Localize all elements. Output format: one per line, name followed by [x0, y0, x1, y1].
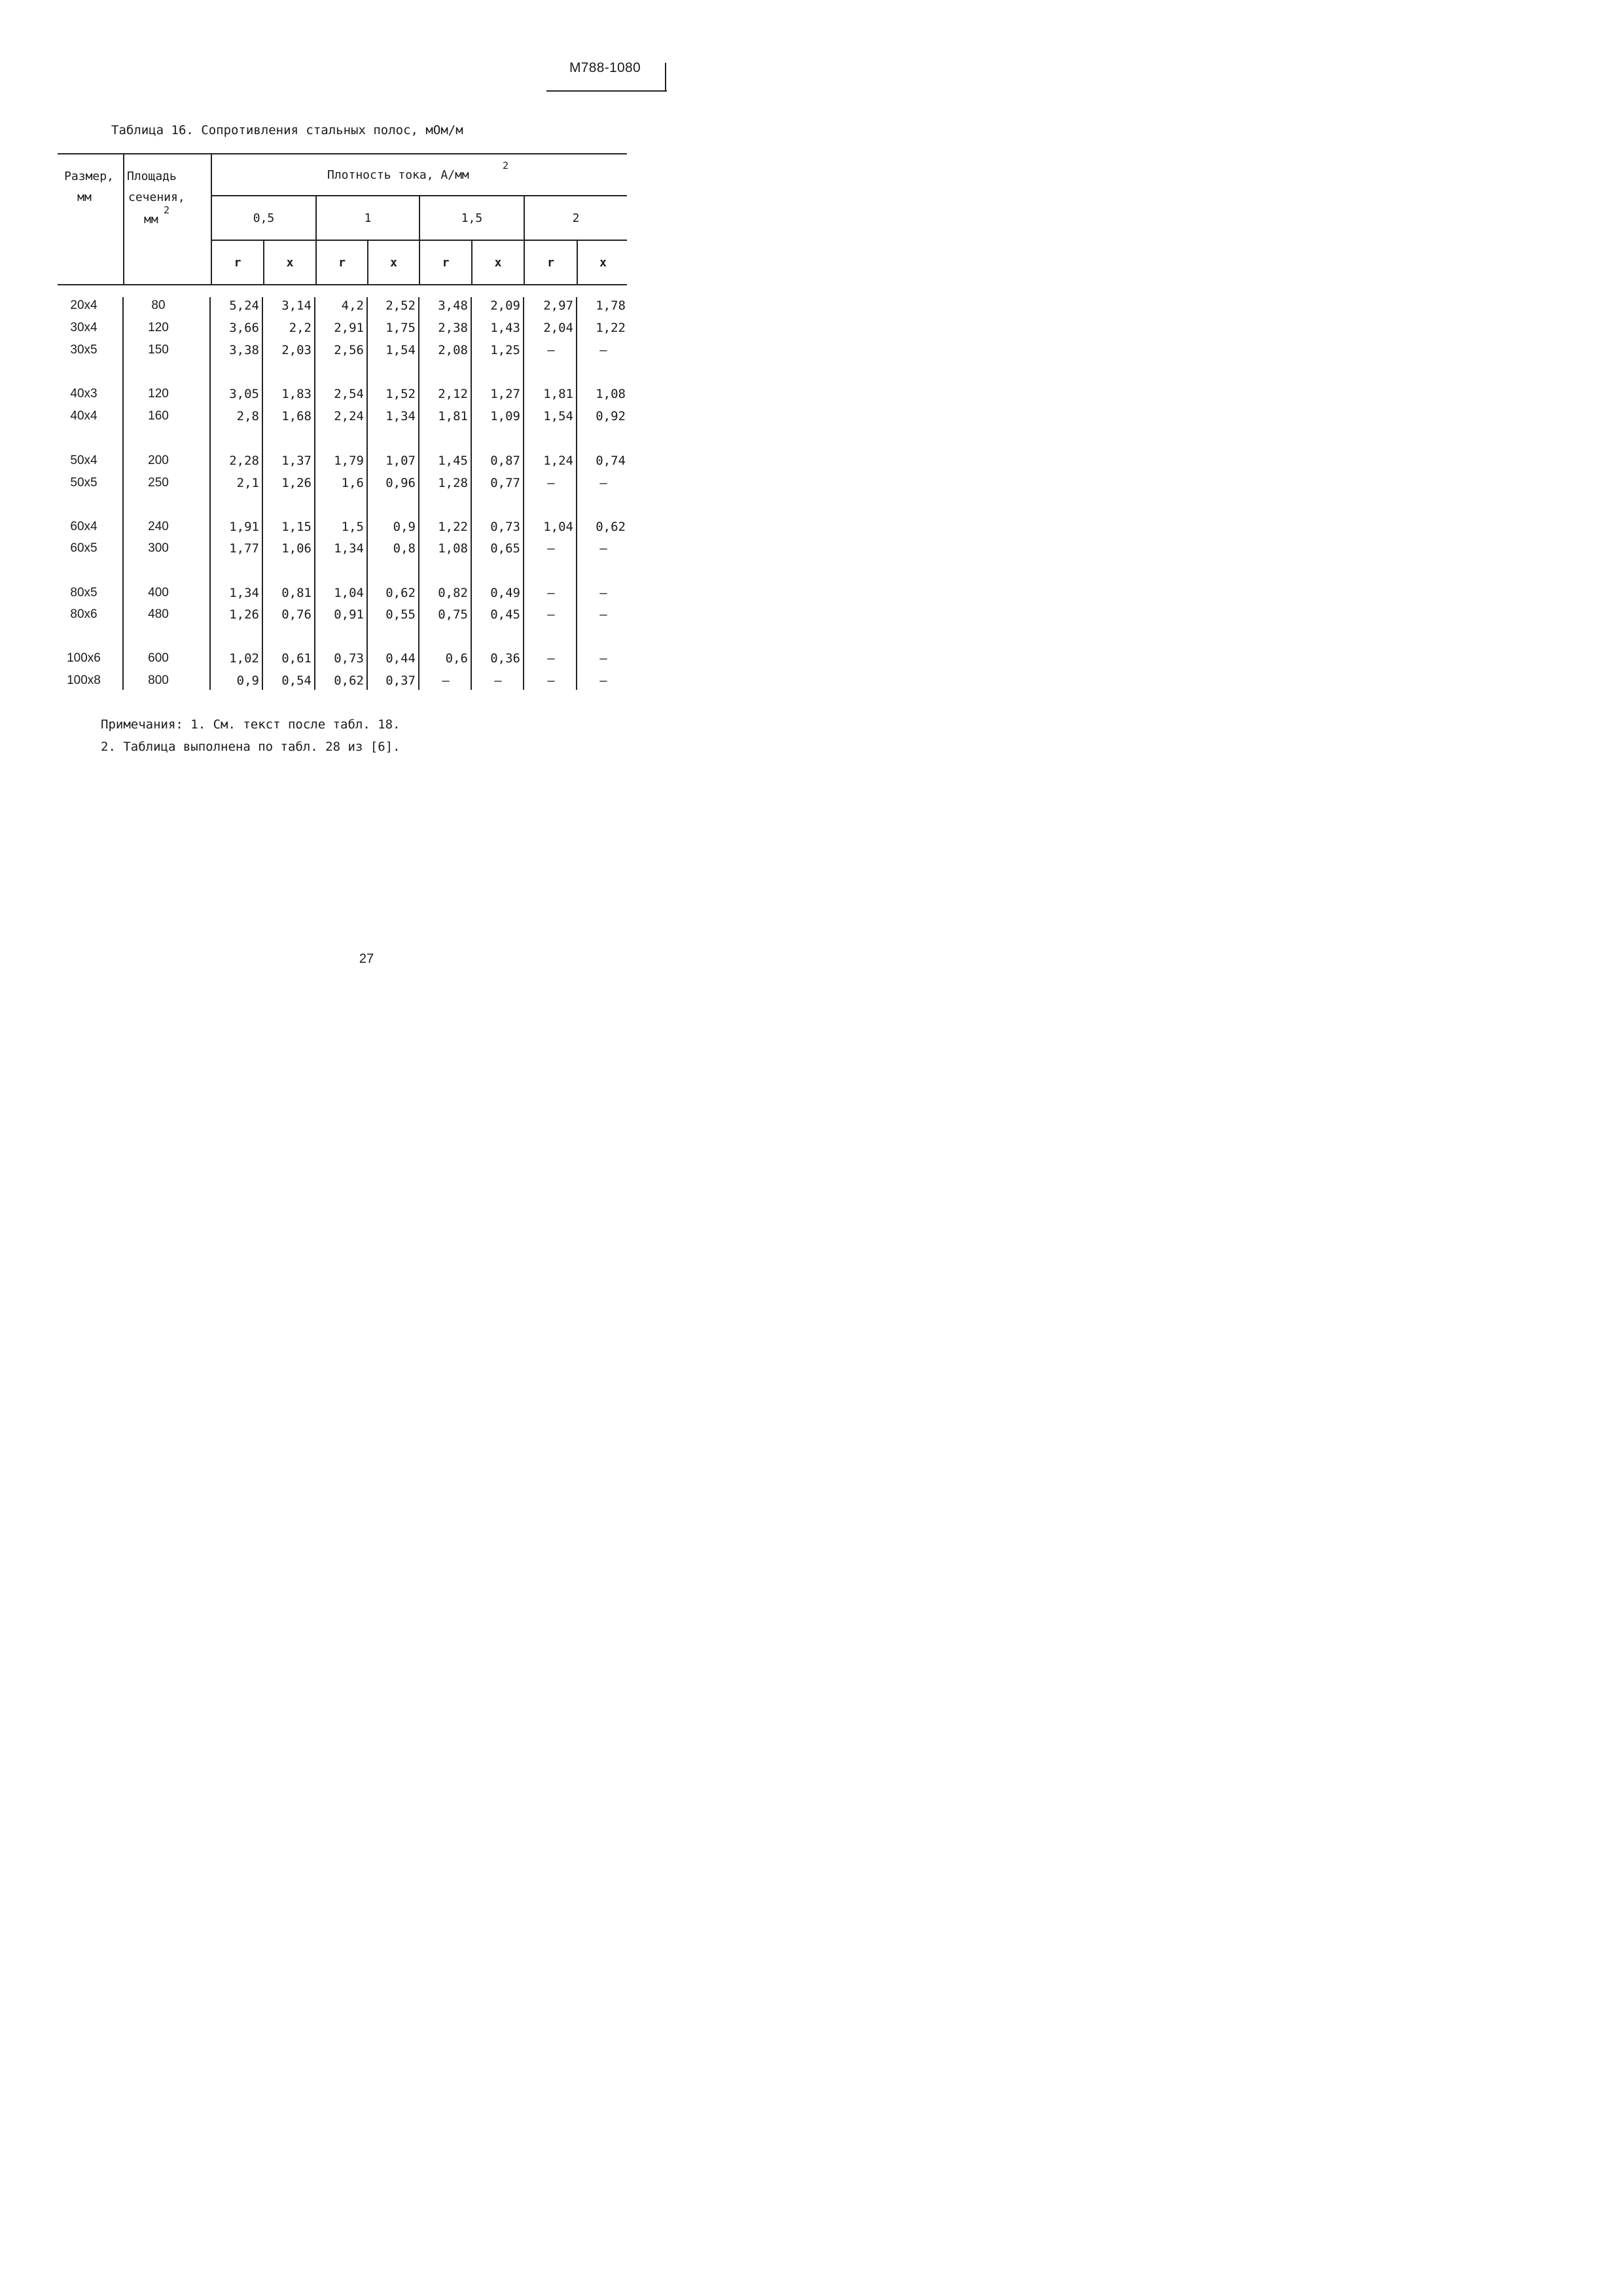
value-cell: 0,82 [438, 586, 468, 600]
value-cell: 1,27 [490, 387, 520, 401]
value-cell: 1,79 [334, 454, 364, 468]
value-cell: 0,65 [490, 541, 520, 556]
value-cell: 3,66 [229, 321, 259, 335]
value-cell: 2,38 [438, 321, 468, 335]
value-cell: – [547, 673, 555, 688]
value-cell: – [547, 343, 555, 357]
row-area: 600 [148, 651, 169, 665]
value-cell: 2,56 [334, 343, 364, 357]
value-cell: 0,62 [385, 586, 416, 600]
row-area: 120 [148, 321, 169, 334]
body-divider-4 [418, 297, 419, 690]
value-cell: 1,54 [385, 343, 416, 357]
value-cell: – [599, 651, 607, 666]
value-cell: 2,04 [543, 321, 573, 335]
page-number: 27 [359, 952, 374, 966]
area-header-line2: сечения, [128, 190, 185, 204]
value-cell: 5,24 [229, 298, 259, 313]
density-divider-3 [524, 196, 525, 285]
body-divider-7 [576, 297, 577, 690]
subheader-x-4: x [390, 256, 397, 270]
value-cell: – [442, 673, 450, 688]
row-area: 800 [148, 673, 169, 687]
value-cell: 1,06 [281, 541, 312, 556]
value-cell: 2,2 [289, 321, 312, 335]
value-cell: 3,05 [229, 387, 259, 401]
value-cell: 2,97 [543, 298, 573, 313]
value-cell: 0,62 [334, 673, 364, 688]
value-cell: 1,54 [543, 409, 573, 423]
density-0-5: 0,5 [253, 211, 275, 225]
value-cell: – [547, 586, 555, 600]
value-cell: 1,07 [385, 454, 416, 468]
value-cell: 0,36 [490, 651, 520, 666]
body-divider-5 [471, 297, 472, 690]
size-header-line1: Размер, [64, 170, 114, 183]
value-cell: – [599, 541, 607, 556]
value-cell: 1,34 [334, 541, 364, 556]
body-divider-6 [523, 297, 524, 690]
area-header-line1: Площадь [127, 170, 177, 183]
header-bottom-rule [58, 284, 627, 285]
value-cell: 0,62 [596, 520, 626, 534]
area-header-line3: мм [144, 213, 158, 226]
value-cell: 0,73 [490, 520, 520, 534]
value-cell: 1,34 [385, 409, 416, 423]
row-size: 100x8 [67, 673, 101, 687]
row-area: 120 [148, 387, 169, 401]
value-cell: 1,08 [596, 387, 626, 401]
resistance-table [0, 0, 720, 720]
density-divider-1 [315, 196, 317, 285]
value-cell: – [599, 476, 607, 490]
value-cell: 0,76 [281, 607, 312, 622]
value-cell: 1,81 [543, 387, 573, 401]
density-1: 1 [364, 211, 372, 225]
value-cell: 2,1 [236, 476, 259, 490]
body-divider-3 [366, 297, 368, 690]
value-cell: 1,75 [385, 321, 416, 335]
subheader-x-2: x [286, 256, 294, 270]
row-size: 80x5 [70, 586, 98, 600]
value-cell: 0,96 [385, 476, 416, 490]
density-header-superscript: 2 [503, 160, 509, 171]
size-header-line2: мм [77, 190, 92, 204]
value-cell: – [547, 651, 555, 666]
value-cell: 2,09 [490, 298, 520, 313]
value-cell: 0,77 [490, 476, 520, 490]
row-size: 30x5 [70, 343, 98, 357]
row-area: 150 [148, 343, 169, 357]
value-cell: 1,78 [596, 298, 626, 313]
density-divider-2 [419, 196, 420, 285]
body-divider-2 [314, 297, 315, 690]
table-caption: Таблица 16. Сопротивления стальных полос, мОм/м [111, 123, 463, 137]
value-cell: – [599, 586, 607, 600]
value-cell: 2,28 [229, 454, 259, 468]
row-size: 60x5 [70, 541, 98, 555]
value-cell: 2,8 [236, 409, 259, 423]
row-area: 400 [148, 586, 169, 600]
value-cell: 1,04 [334, 586, 364, 600]
value-cell: 1,28 [438, 476, 468, 490]
row-size: 30x4 [70, 321, 98, 334]
value-cell: 0,61 [281, 651, 312, 666]
value-cell: – [547, 541, 555, 556]
subheader-r-3: r [338, 256, 346, 270]
subheader-r-7: r [547, 256, 554, 270]
value-cell: 0,54 [281, 673, 312, 688]
value-cell: 1,02 [229, 651, 259, 666]
value-cell: – [599, 343, 607, 357]
value-cell: 1,43 [490, 321, 520, 335]
row-size: 50x5 [70, 476, 98, 490]
value-cell: 0,6 [445, 651, 468, 666]
value-cell: 1,68 [281, 409, 312, 423]
subheader-r-5: r [442, 256, 450, 270]
size-area-divider [123, 154, 124, 285]
value-cell: 1,77 [229, 541, 259, 556]
row-area: 200 [148, 454, 169, 467]
value-cell: 2,24 [334, 409, 364, 423]
value-cell: 3,38 [229, 343, 259, 357]
value-cell: 2,52 [385, 298, 416, 313]
value-cell: 0,74 [596, 454, 626, 468]
value-cell: 2,91 [334, 321, 364, 335]
value-cell: 1,24 [543, 454, 573, 468]
value-cell: 1,52 [385, 387, 416, 401]
value-cell: 1,15 [281, 520, 312, 534]
value-cell: 2,03 [281, 343, 312, 357]
row-size: 80x6 [70, 607, 98, 621]
value-cell: 1,37 [281, 454, 312, 468]
value-cell: 3,48 [438, 298, 468, 313]
value-cell: 0,8 [393, 541, 416, 556]
density-1-5: 1,5 [461, 211, 483, 225]
value-cell: 1,25 [490, 343, 520, 357]
value-cell: 1,81 [438, 409, 468, 423]
value-cell: – [547, 476, 555, 490]
density-header: Плотность тока, А/мм [327, 168, 469, 182]
value-cell: – [599, 607, 607, 622]
row-size: 100x6 [67, 651, 101, 665]
value-cell: 1,08 [438, 541, 468, 556]
density-2: 2 [572, 211, 580, 225]
value-cell: 1,22 [438, 520, 468, 534]
row-area: 300 [148, 541, 169, 555]
note-1: Примечания: 1. См. текст после табл. 18. [101, 717, 401, 732]
table-top-rule [58, 153, 627, 154]
row-size: 60x4 [70, 520, 98, 533]
row-size: 40x4 [70, 409, 98, 423]
row-area: 160 [148, 409, 169, 423]
body-divider-1 [262, 297, 263, 690]
value-cell: 0,92 [596, 409, 626, 423]
value-cell: 2,08 [438, 343, 468, 357]
row-size: 20x4 [70, 298, 98, 312]
value-cell: – [547, 607, 555, 622]
value-cell: 1,5 [341, 520, 364, 534]
value-cell: 1,91 [229, 520, 259, 534]
document-code: М788-1080 [569, 60, 641, 75]
value-cell: 1,83 [281, 387, 312, 401]
area-header-superscript: 2 [164, 204, 170, 216]
value-cell: – [494, 673, 502, 688]
value-cell: 4,2 [341, 298, 364, 313]
value-cell: 1,34 [229, 586, 259, 600]
row-size: 50x4 [70, 454, 98, 467]
value-cell: 1,09 [490, 409, 520, 423]
value-cell: 0,9 [393, 520, 416, 534]
value-cell: 0,75 [438, 607, 468, 622]
value-cell: 0,49 [490, 586, 520, 600]
value-cell: 1,6 [341, 476, 364, 490]
subheader-r-1: r [234, 256, 241, 270]
value-cell: 1,45 [438, 454, 468, 468]
value-cell: 2,54 [334, 387, 364, 401]
value-cell: 0,73 [334, 651, 364, 666]
body-divider-area [209, 297, 211, 690]
value-cell: 1,26 [229, 607, 259, 622]
value-cell: 0,9 [236, 673, 259, 688]
subheader-x-8: x [599, 256, 607, 270]
value-cell: 1,04 [543, 520, 573, 534]
row-area: 240 [148, 520, 169, 533]
subheader-x-6: x [494, 256, 502, 270]
value-cell: – [599, 673, 607, 688]
value-cell: 0,91 [334, 607, 364, 622]
value-cell: 0,81 [281, 586, 312, 600]
value-cell: 2,12 [438, 387, 468, 401]
note-2: 2. Таблица выполнена по табл. 28 из [6]. [101, 740, 401, 754]
value-cell: 1,26 [281, 476, 312, 490]
value-cell: 0,87 [490, 454, 520, 468]
row-area: 250 [148, 476, 169, 490]
row-area: 480 [148, 607, 169, 621]
value-cell: 0,55 [385, 607, 416, 622]
value-cell: 0,44 [385, 651, 416, 666]
row-size: 40x3 [70, 387, 98, 401]
value-cell: 1,22 [596, 321, 626, 335]
value-cell: 3,14 [281, 298, 312, 313]
value-cell: 0,37 [385, 673, 416, 688]
row-area: 80 [151, 298, 166, 312]
value-cell: 0,45 [490, 607, 520, 622]
